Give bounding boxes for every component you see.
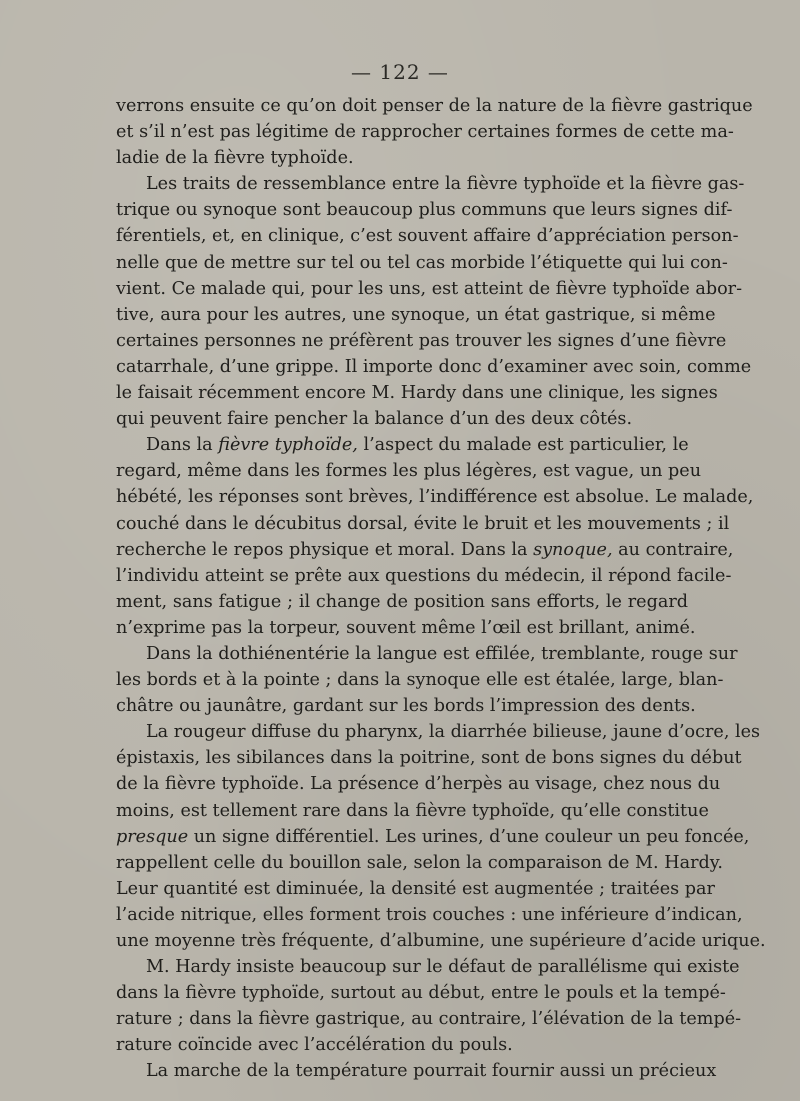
text-line: Les traits de ressemblance entre la fièvre typhoïde et la fièvre gas- (146, 174, 745, 195)
text-line: verrons ensuite ce qu’on doit penser de la nature de la fièvre gastrique (116, 96, 753, 116)
text-line: ladie de la fièvre typhoïde. (116, 148, 354, 169)
text-line: catarrhale, d’une grippe. Il importe donc d’examiner avec soin, comme (116, 356, 752, 377)
text-line: ment, sans fatigue ; il change de position sans efforts, le regard (116, 591, 688, 612)
text-line: dans la fièvre typhoïde, surtout au début, entre le pouls et la tempé- (116, 983, 726, 1004)
text-line: n’exprime pas la torpeur, souvent même l’œil est brillant, animé. (116, 617, 696, 638)
text-line: Leur quantité est diminuée, la densité est augmentée ; traitées par (116, 878, 715, 899)
page-number: — 122 — (351, 60, 449, 84)
text-line: épistaxis, les sibilances dans la poitrine, sont de bons signes du début (116, 748, 742, 769)
body-text (116, 93, 766, 1085)
text-line: La marche de la température pourrait fournir aussi un précieux (146, 1061, 717, 1082)
text-line: rappellent celle du bouillon sale, selon la comparaison de M. Hardy. (116, 852, 723, 873)
italic-term: presque (116, 826, 189, 847)
italic-term: fièvre typhoïde, (218, 435, 358, 456)
text-line: une moyenne très fréquente, d’albumine, une supérieure d’acide urique. (116, 931, 766, 951)
text-line: le faisait récemment encore M. Hardy dans une clinique, les signes (116, 383, 718, 404)
text-line: Dans la fièvre typhoïde, l’aspect du malade est particulier, le (146, 435, 689, 456)
text-line: de la fièvre typhoïde. La présence d’herpès au visage, chez nous du (116, 774, 721, 795)
text-line: tive, aura pour les autres, une synoque, un état gastrique, si même (116, 304, 716, 325)
text-line: Dans la dothiénentérie la langue est effilée, tremblante, rouge sur (146, 643, 738, 664)
text-line: recherche le repos physique et moral. Dans la synoque, au contraire, (116, 539, 734, 560)
text-line: certaines personnes ne préfèrent pas trouver les signes d’une fièvre (116, 330, 727, 351)
text-line: férentiels, et, en clinique, c’est souvent affaire d’appréciation person- (116, 226, 739, 247)
italic-term: synoque, (533, 539, 613, 560)
text-line: et s’il n’est pas légitime de rapprocher certaines formes de cette ma- (116, 122, 734, 143)
text-line: trique ou synoque sont beaucoup plus communs que leurs signes dif- (116, 200, 733, 221)
text-line: vient. Ce malade qui, pour les uns, est atteint de fièvre typhoïde abor- (116, 278, 743, 299)
text-line: La rougeur diffuse du pharynx, la diarrhée bilieuse, jaune d’ocre, les (146, 722, 761, 743)
text-line: l’individu atteint se prête aux questions du médecin, il répond facile- (116, 565, 732, 586)
text-line: moins, est tellement rare dans la fièvre typhoïde, qu’elle constitue (116, 800, 709, 821)
text-line: l’acide nitrique, elles forment trois couches : une inférieure d’indican, (116, 904, 743, 925)
text-line: qui peuvent faire pencher la balance d’un des deux côtés. (116, 409, 633, 430)
text-line: regard, même dans les formes les plus légères, est vague, un peu (116, 461, 702, 482)
text-line: M. Hardy insiste beaucoup sur le défaut de parallélisme qui existe (146, 957, 740, 978)
text-line: rature ; dans la fièvre gastrique, au contraire, l’élévation de la tempé- (116, 1009, 742, 1030)
text-line: les bords et à la pointe ; dans la synoque elle est étalée, large, blan- (116, 670, 724, 691)
text-line: hébété, les réponses sont brèves, l’indifférence est absolue. Le malade, (116, 487, 754, 508)
text-line: rature coïncide avec l’accélération du pouls. (116, 1035, 513, 1056)
text-line: presque un signe différentiel. Les urines, d’une couleur un peu foncée, (116, 826, 750, 847)
text-line: nelle que de mettre sur tel ou tel cas morbide l’étiquette qui lui con- (116, 252, 728, 273)
text-line: châtre ou jaunâtre, gardant sur les bords l’impression des dents. (116, 696, 696, 717)
text-line: couché dans le décubitus dorsal, évite le bruit et les mouvements ; il (116, 513, 730, 534)
